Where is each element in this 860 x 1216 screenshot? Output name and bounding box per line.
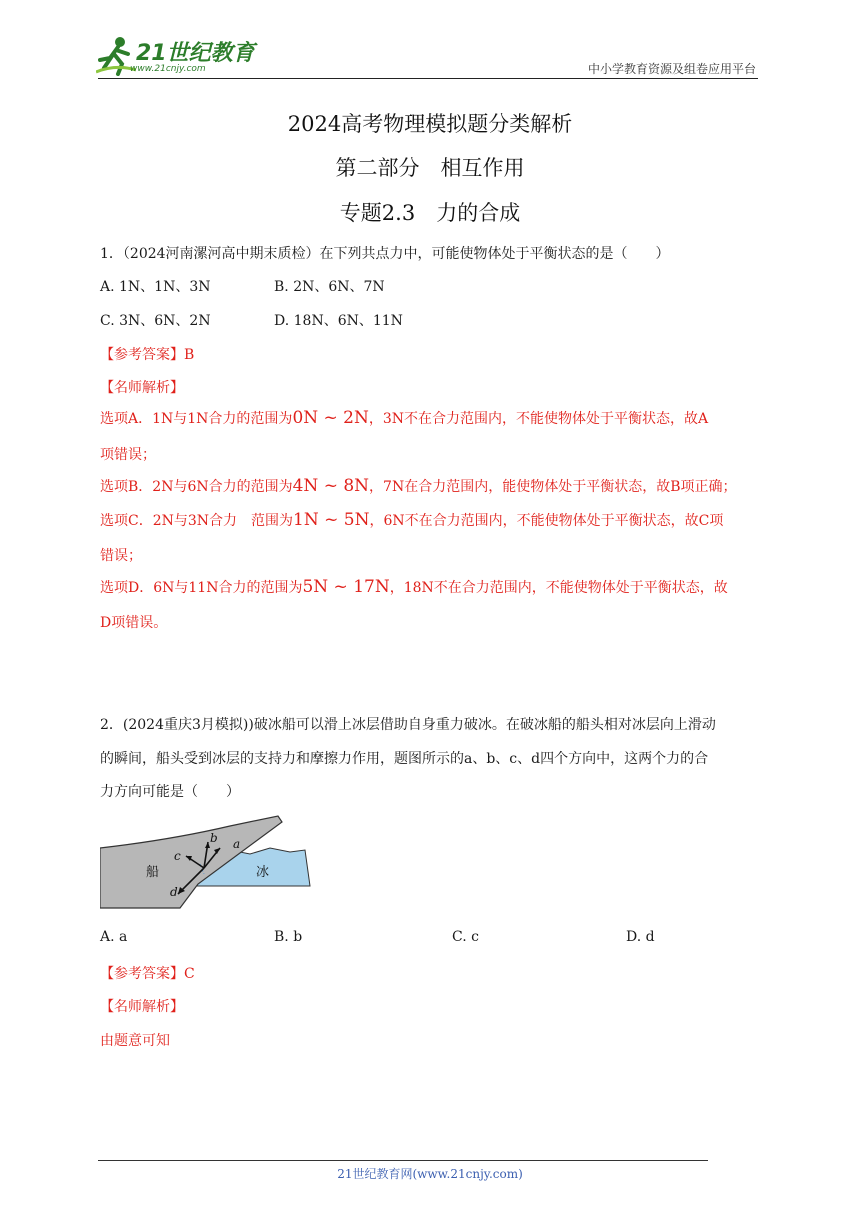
- q1-option-a: A. 1N、1N、3N: [100, 279, 211, 295]
- q1-analysis-line: 错误；: [100, 548, 142, 564]
- q2-option-a: A. a: [100, 929, 128, 945]
- q1-analysis-line: 项错误；: [100, 447, 156, 463]
- range-formula: 0N ~ 2N: [292, 408, 369, 428]
- q2-option-b: B. b: [274, 929, 303, 945]
- q2-analysis-text: 由题意可知: [100, 1033, 170, 1049]
- topic-title: 专题2.3 力的合成: [339, 201, 521, 225]
- part-title: 第二部分 相互作用: [335, 156, 525, 180]
- q1-analysis-line: D项错误。: [100, 615, 168, 631]
- logo-url: www.21cnjy.com: [130, 64, 206, 74]
- q1-option-d: D. 18N、6N、11N: [274, 313, 403, 329]
- q2-answer: 【参考答案】C: [100, 966, 195, 982]
- q1-analysis-line: 选项B．2N与6N合力的范围为4N ~ 8N，7N在合力范围内，能使物体处于平衡状态，故B项正确；: [100, 476, 737, 496]
- arrow-label-b: b: [210, 831, 218, 845]
- q1-analysis-line: 选项A．1N与1N合力的范围为0N ~ 2N，3N不在合力范围内，不能使物体处于平衡状态，故A: [100, 408, 709, 428]
- header-divider: [98, 78, 758, 79]
- q2-stem-line: 的瞬间，船头受到冰层的支持力和摩擦力作用，题图所示的a、b、c、d四个方向中，这两个力的合: [100, 751, 709, 767]
- q1-analysis-label: 【名师解析】: [100, 380, 184, 396]
- q1-answer: 【参考答案】B: [100, 347, 195, 363]
- q2-analysis-label: 【名师解析】: [100, 999, 184, 1015]
- site-logo: [96, 34, 276, 78]
- q2-stem-line: 2．(2024重庆3月模拟))破冰船可以滑上冰层借助自身重力破冰。在破冰船的船头相对冰层向上滑动: [100, 717, 716, 733]
- q1-option-c: C. 3N、6N、2N: [100, 313, 211, 329]
- range-formula: 4N ~ 8N: [292, 476, 370, 496]
- q1-stem: 1．（2024河南漯河高中期末质检）在下列共点力中，可能使物体处于平衡状态的是（ ）: [100, 246, 670, 262]
- arrow-label-a: a: [233, 837, 241, 851]
- footer-text: 21世纪教育网(www.21cnjy.com): [337, 1167, 523, 1181]
- range-formula: 5N ~ 17N: [302, 577, 390, 597]
- ice-label: 冰: [256, 865, 270, 880]
- q1-option-b: B. 2N、6N、7N: [274, 279, 385, 295]
- range-formula: 1N ~ 5N: [293, 510, 370, 530]
- q1-analysis-line: 选项C．2N与3N合力 范围为1N ~ 5N，6N不在合力范围内，不能使物体处于平衡状态，故C项: [100, 510, 724, 530]
- ship-label: 船: [146, 865, 160, 880]
- platform-name: 中小学教育资源及组卷应用平台: [587, 62, 756, 76]
- arrow-label-c: c: [174, 849, 181, 863]
- footer-divider: [98, 1160, 708, 1161]
- q2-option-c: C. c: [452, 929, 479, 945]
- arrow-label-d: d: [170, 885, 178, 899]
- logo-text: 21世纪教育: [136, 41, 255, 66]
- icebreaker-figure: [100, 812, 320, 912]
- main-title: 2024高考物理模拟题分类解析: [287, 112, 573, 136]
- q2-option-d: D. d: [626, 929, 655, 945]
- q2-stem-line: 力方向可能是（ ）: [100, 784, 240, 800]
- q1-analysis-line: 选项D．6N与11N合力的范围为5N ~ 17N，18N不在合力范围内，不能使物体处于平衡状态，故: [100, 577, 728, 597]
